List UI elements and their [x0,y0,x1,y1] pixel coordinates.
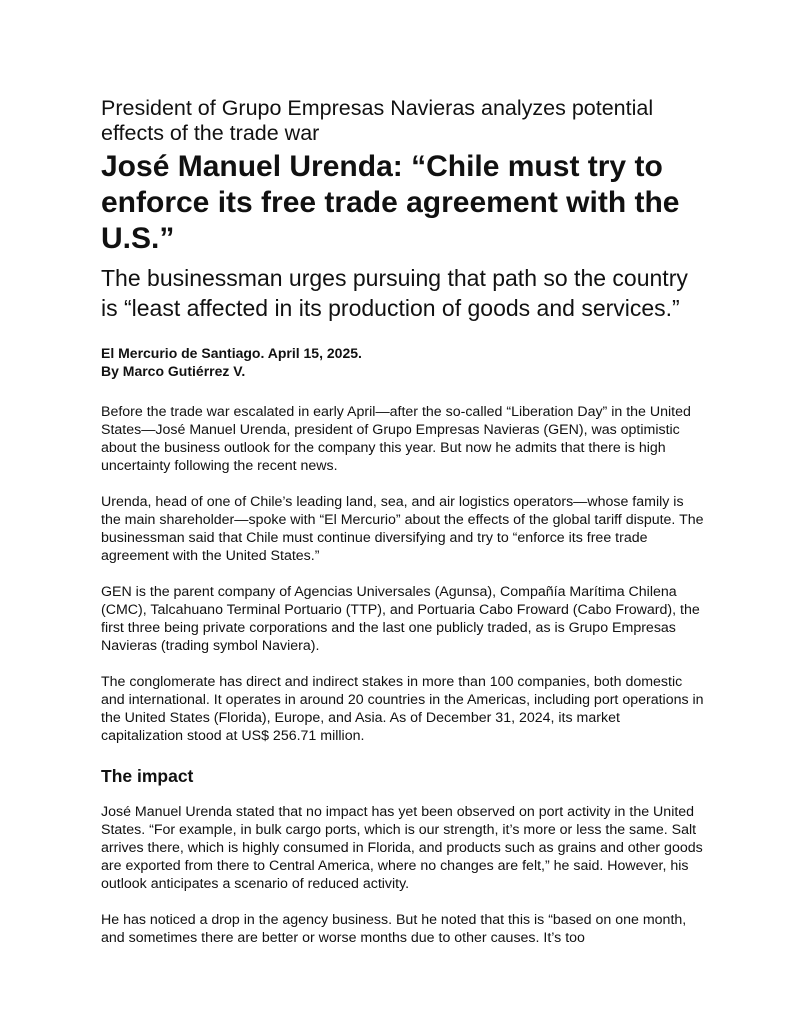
paragraph: José Manuel Urenda stated that no impact has yet been observed on port activity in the United States. “For example, in bulk cargo ports, which is our strength, it’s more or less the same. Salt arrives there, which is highly consumed in Florida, and products such as grains and other goods are exported from there to Central America, where no changes are felt,” he said. However, his outlook anticipates a scenario of reduced activity. [101,804,703,892]
author-line: By Marco Gutiérrez V. [101,363,246,379]
article-subheadline: The businessman urges pursuing that path so the country is “least affected in its production of goods and services.” [101,265,688,321]
article [101,96,705,947]
byline [101,344,705,380]
source-line: El Mercurio de Santiago. April 15, 2025. [101,345,362,361]
paragraph: The conglomerate has direct and indirect stakes in more than 100 companies, both domestic and international. It operates in around 20 countries in the Americas, including port operations in the United States (Florida), Europe, and Asia. As of December 31, 2024, its market capitalization stood at US$ 256.71 million. [101,674,704,744]
paragraph: Urenda, head of one of Chile’s leading land, sea, and air logistics operators—whose family is the main shareholder—spoke with “El Mercurio” about the effects of the global tariff dispute. The businessman said that Chile must continue diversifying and try to “enforce its free trade agreement with the United States.” [101,494,704,564]
article-kicker: President of Grupo Empresas Navieras analyzes potential effects of the trade war [101,96,654,145]
paragraph: GEN is the parent company of Agencias Universales (Agunsa), Compañía Marítima Chilena (CMC), Talcahuano Terminal Portuario (TTP), and Portuaria Cabo Froward (Cabo Froward), the first three being private corporations and the last one publicly traded, as is Grupo Empresas Navieras (trading symbol Naviera). [101,584,700,654]
article-headline: José Manuel Urenda: “Chile must try to enforce its free trade agreement with the U.S.” [101,150,680,255]
paragraph: Before the trade war escalated in early April—after the so-called “Liberation Day” in the United States—José Manuel Urenda, president of Grupo Empresas Navieras (GEN), was optimistic about the business outlook for the company this year. But now he admits that there is high uncertainty following the recent news. [101,404,691,474]
section-heading-impact: The impact [101,766,194,786]
paragraph: He has noticed a drop in the agency business. But he noted that this is “based on one month, and sometimes there are better or worse months due to other causes. It’s too [101,912,687,946]
article-body [101,403,705,947]
